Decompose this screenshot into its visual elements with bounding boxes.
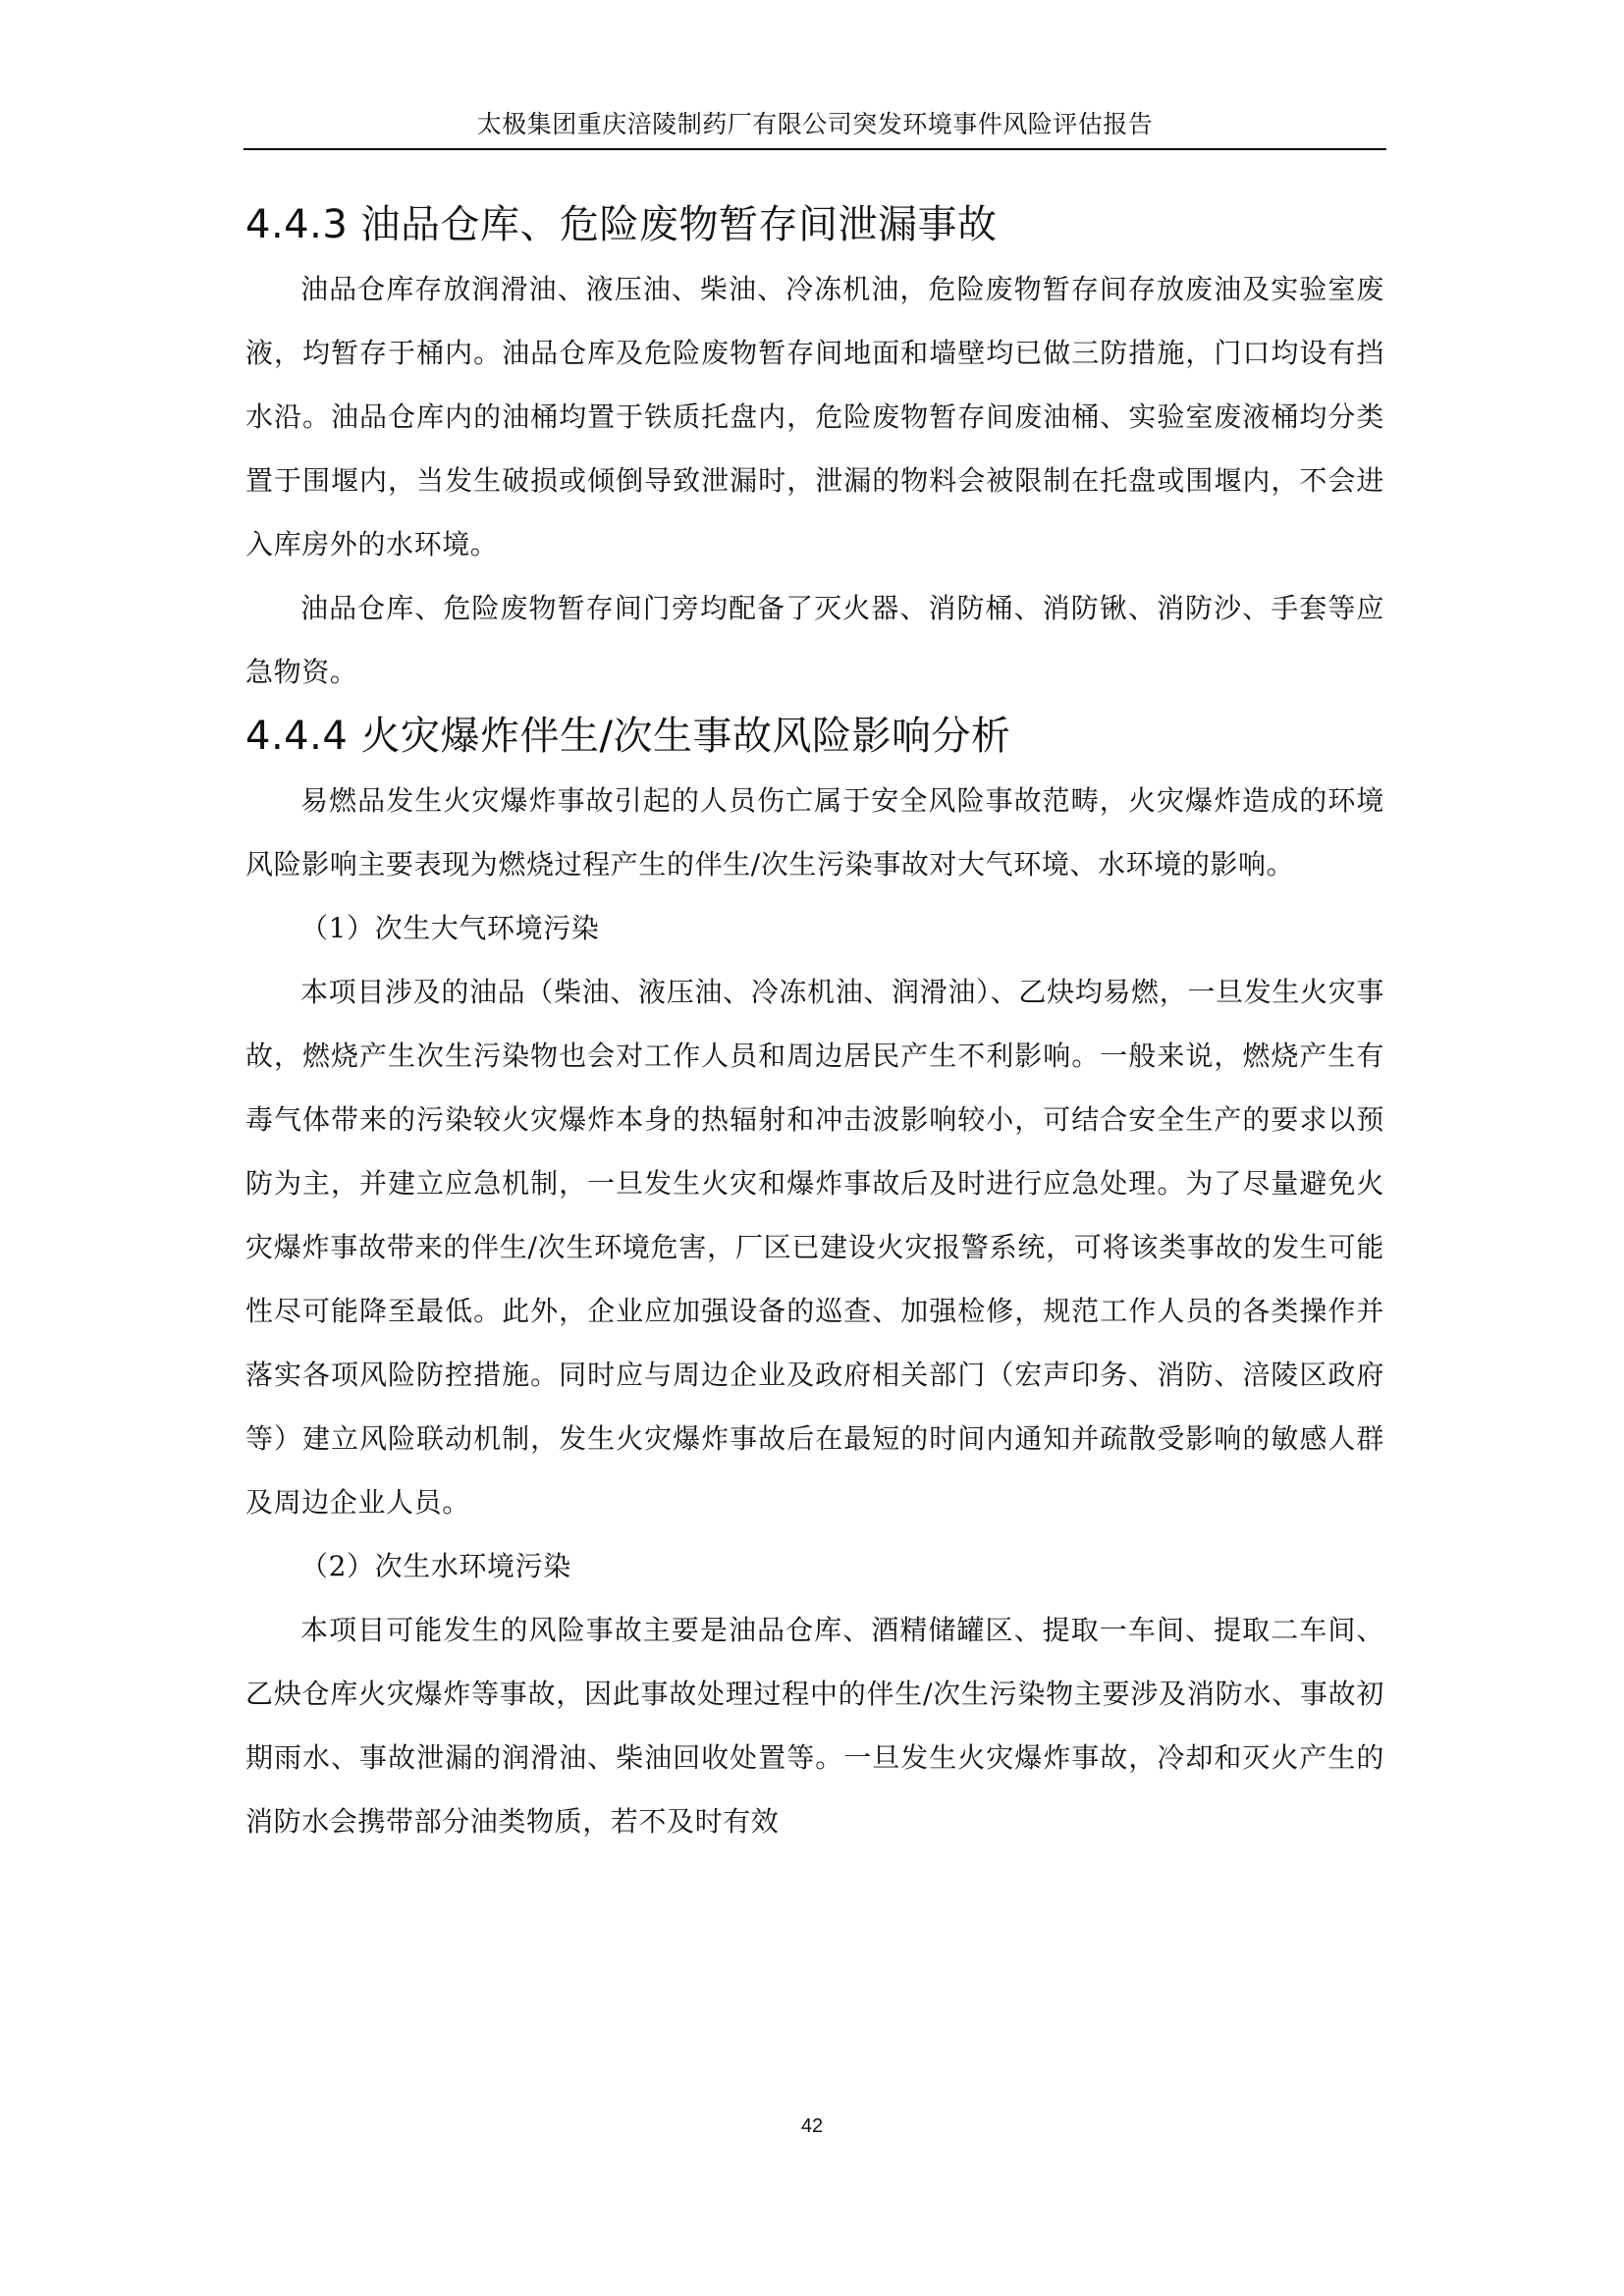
subheading-atmosphere: （1）次生大气环境污染 [300, 912, 600, 944]
section-heading-4-4-3: 4.4.3 油品仓库、危险废物暂存间泄漏事故 [245, 202, 998, 247]
paragraph: 易燃品发生火灾爆炸事故引起的人员伤亡属于安全风险事故范畴，火灾爆炸造成的环境风险影响主要表现为燃烧过程产生的伴生/次生污染事故对大气环境、水环境的影响。 [245, 784, 1384, 881]
paragraph: 本项目涉及的油品（柴油、液压油、冷冻机油、润滑油）、乙炔均易燃，一旦发生火灾事故，燃烧产生次生污染物也会对工作人员和周边居民产生不利影响。一般来说，燃烧产生有毒气体带来的污染较火灾爆炸本身的热辐射和冲击波影响较小，可结合安全生产的要求以预防为主，并建立应急机制，一旦发生火灾和爆炸事故后及时进行应急处理。为了尽量避免火灾爆炸事故带来的伴生/次生环境危害，厂区已建设火灾报警系统，可将该类事故的发生可能性尽可能降至最低。此外，企业应加强设备的巡查、加强检修，规范工作人员的各类操作并落实各项风险防控措施。同时应与周边企业及政府相关部门（宏声印务、消防、涪陵区政府等）建立风险联动机制，发生火灾爆炸事故后在最短的时间内通知并疏散受影响的敏感人群及周边企业人员。 [245, 976, 1384, 1519]
subheading-water: （2）次生水环境污染 [300, 1550, 571, 1582]
section-heading-4-4-4: 4.4.4 火灾爆炸伴生/次生事故风险影响分析 [245, 714, 1011, 759]
running-header: 太极集团重庆涪陵制药厂有限公司突发环境事件风险评估报告 [476, 110, 1154, 138]
paragraph: 油品仓库存放润滑油、液压油、柴油、冷冻机油，危险废物暂存间存放废油及实验室废液，均暂存于桶内。油品仓库及危险废物暂存间地面和墙壁均已做三防措施，门口均设有挡水沿。油品仓库内的油桶均置于铁质托盘内，危险废物暂存间废油桶、实验室废液桶均分类置于围堰内，当发生破损或倾倒导致泄漏时，泄漏的物料会被限制在托盘或围堰内，不会进入库房外的水环境。 [245, 273, 1384, 561]
header-rule [244, 148, 1386, 150]
paragraph: 油品仓库、危险废物暂存间门旁均配备了灭火器、消防桶、消防锹、消防沙、手套等应急物资。 [245, 592, 1384, 688]
document-body [245, 192, 1384, 1853]
paragraph: 本项目可能发生的风险事故主要是油品仓库、酒精储罐区、提取一车间、提取二车间、乙炔仓库火灾爆炸等事故，因此事故处理过程中的伴生/次生污染物主要涉及消防水、事故初期雨水、事故泄漏的润滑油、柴油回收处置等。一旦发生火灾爆炸事故，冷却和灭火产生的消防水会携带部分油类物质，若不及时有效 [245, 1614, 1384, 1838]
page-number: 42 [800, 2115, 824, 2137]
